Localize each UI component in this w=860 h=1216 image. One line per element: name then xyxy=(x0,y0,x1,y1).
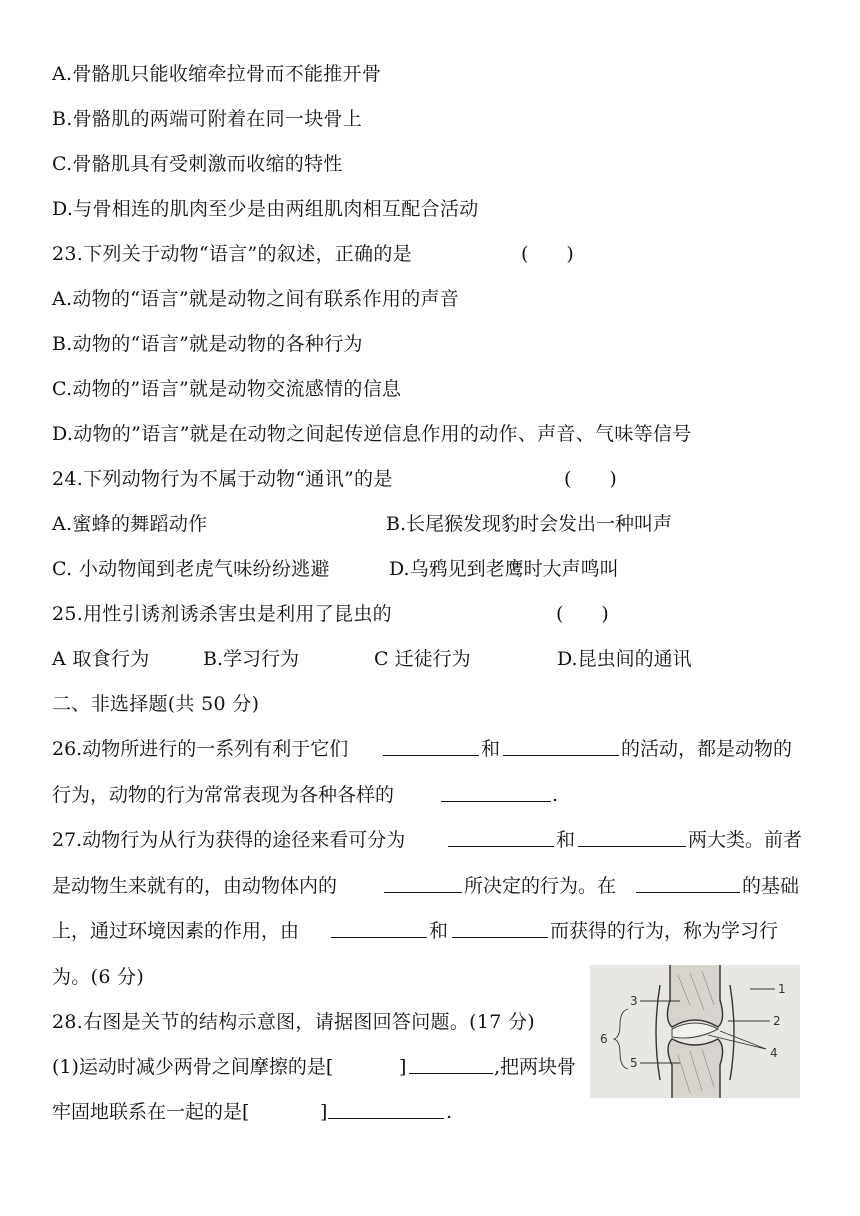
q28-blank-2[interactable] xyxy=(328,1100,444,1119)
q23-stem: 23.下列关于动物“语言”的叙述，正确的是 xyxy=(52,243,412,265)
q26-text-5: . xyxy=(552,784,559,806)
q28-sub2-bracket-space[interactable] xyxy=(281,1100,317,1120)
q25-option-a: A 取食行为 xyxy=(52,648,150,670)
q26-blank-3[interactable] xyxy=(441,783,551,802)
upper-bone xyxy=(667,965,722,1027)
q24-option-a: A.蜜蜂的舞蹈动作 xyxy=(52,513,208,535)
q28-sub2-text-a: 牢固地联系在一起的是[ xyxy=(52,1101,250,1123)
q25-option-d: D.昆虫间的通讯 xyxy=(557,648,692,670)
q22-option-b: B.骨骼肌的两端可附着在同一块骨上 xyxy=(52,108,363,130)
q27-text-4: 是动物生来就有的，由动物体内的 xyxy=(52,875,338,897)
label-3: 3 xyxy=(630,994,638,1008)
q27-blank-3[interactable] xyxy=(384,874,462,893)
q27-blank-2[interactable] xyxy=(578,828,686,847)
q26-text-4: 行为，动物的行为常常表现为各种各样的 xyxy=(52,784,395,806)
label-5: 5 xyxy=(630,1056,638,1070)
q27-text-1: 27.动物行为从行为获得的途径来看可分为 xyxy=(52,829,406,851)
q28-sub1-bracket-space[interactable] xyxy=(362,1055,398,1075)
q25-option-c: C 迁徒行为 xyxy=(374,648,471,670)
q26-blank-2[interactable] xyxy=(503,737,619,756)
q26-text-2: 和 xyxy=(481,738,501,760)
joint-diagram xyxy=(590,965,800,1098)
q27-text-2: 和 xyxy=(556,829,576,851)
q28-sub1-text-a: (1)运动时减少两骨之间摩擦的是[ xyxy=(52,1056,334,1078)
q22-option-d: D.与骨相连的肌肉至少是由两组肌肉相互配合活动 xyxy=(52,198,479,220)
q24-option-c: C. 小动物闻到老虎气味纷纷逃避 xyxy=(52,558,330,580)
q27-text-8: 和 xyxy=(429,920,449,942)
q27-text-3: 两大类。前者 xyxy=(688,829,803,851)
q27-blank-4[interactable] xyxy=(636,874,740,893)
joint-capsule-right xyxy=(730,985,734,1080)
q24-stem: 24.下列动物行为不属于动物“通讯”的是 xyxy=(52,468,393,490)
q23-option-a: A.动物的“语言”就是动物之间有联系作用的声音 xyxy=(52,288,460,310)
q23-option-d: D.动物的”语言”就是在动物之间起传逆信息作用的动作、声音、气味等信号 xyxy=(52,423,692,445)
q28-sub1-text-c: ,把两块骨 xyxy=(494,1056,577,1078)
label-6: 6 xyxy=(600,1032,608,1046)
q27-text-5: 所决定的行为。在 xyxy=(464,875,617,897)
q25-option-b: B.学习行为 xyxy=(203,648,300,670)
label-1: 1 xyxy=(778,982,786,996)
q27-text-9: 而获得的行为，称为学习行 xyxy=(550,920,779,942)
q24-option-b: B.长尾猴发现豹时会发出一种叫声 xyxy=(386,513,673,535)
q25-answer-bracket: ( ) xyxy=(556,603,609,625)
label-2: 2 xyxy=(773,1014,781,1028)
q28-blank-1[interactable] xyxy=(409,1055,493,1074)
q27-blank-1[interactable] xyxy=(448,828,554,847)
q28-sub1-text-b: ] xyxy=(399,1056,407,1078)
label-4: 4 xyxy=(770,1046,778,1060)
joint-diagram-svg xyxy=(590,965,800,1098)
section-heading: 二、非选择题(共 50 分) xyxy=(52,693,260,715)
q28-sub2-text-c: . xyxy=(446,1101,453,1123)
q26-blank-1[interactable] xyxy=(383,737,479,756)
q25-stem: 25.用性引诱剂诱杀害虫是利用了昆虫的 xyxy=(52,603,392,625)
q22-option-a: A.骨骼肌只能收缩牵拉骨而不能推开骨 xyxy=(52,63,382,85)
q22-option-c: C.骨骼肌具有受刺激而收缩的特性 xyxy=(52,153,343,175)
q27-blank-5[interactable] xyxy=(331,919,427,938)
q28-stem: 28.右图是关节的结构示意图，请据图回答问题。(17 分) xyxy=(52,1011,535,1033)
q27-text-7: 上，通过环境因素的作用，由 xyxy=(52,920,300,942)
q24-answer-bracket: ( ) xyxy=(564,468,617,490)
q24-option-d: D.乌鸦见到老鹰时大声鸣叫 xyxy=(389,558,619,580)
q26-text-1: 26.动物所进行的一系列有利于它们 xyxy=(52,738,349,760)
q23-option-c: C.动物的”语言”就是动物交流感情的信息 xyxy=(52,378,402,400)
q27-text-10: 为。(6 分) xyxy=(52,966,145,988)
q27-blank-6[interactable] xyxy=(452,919,548,938)
q23-option-b: B.动物的“语言”就是动物的各种行为 xyxy=(52,333,363,355)
q26-text-3: 的活动，都是动物的 xyxy=(621,738,793,760)
q28-sub2-text-b: ] xyxy=(320,1101,328,1123)
joint-capsule-left xyxy=(656,985,660,1080)
q27-text-6: 的基础 xyxy=(742,875,800,897)
q23-answer-bracket: ( ) xyxy=(521,243,574,265)
